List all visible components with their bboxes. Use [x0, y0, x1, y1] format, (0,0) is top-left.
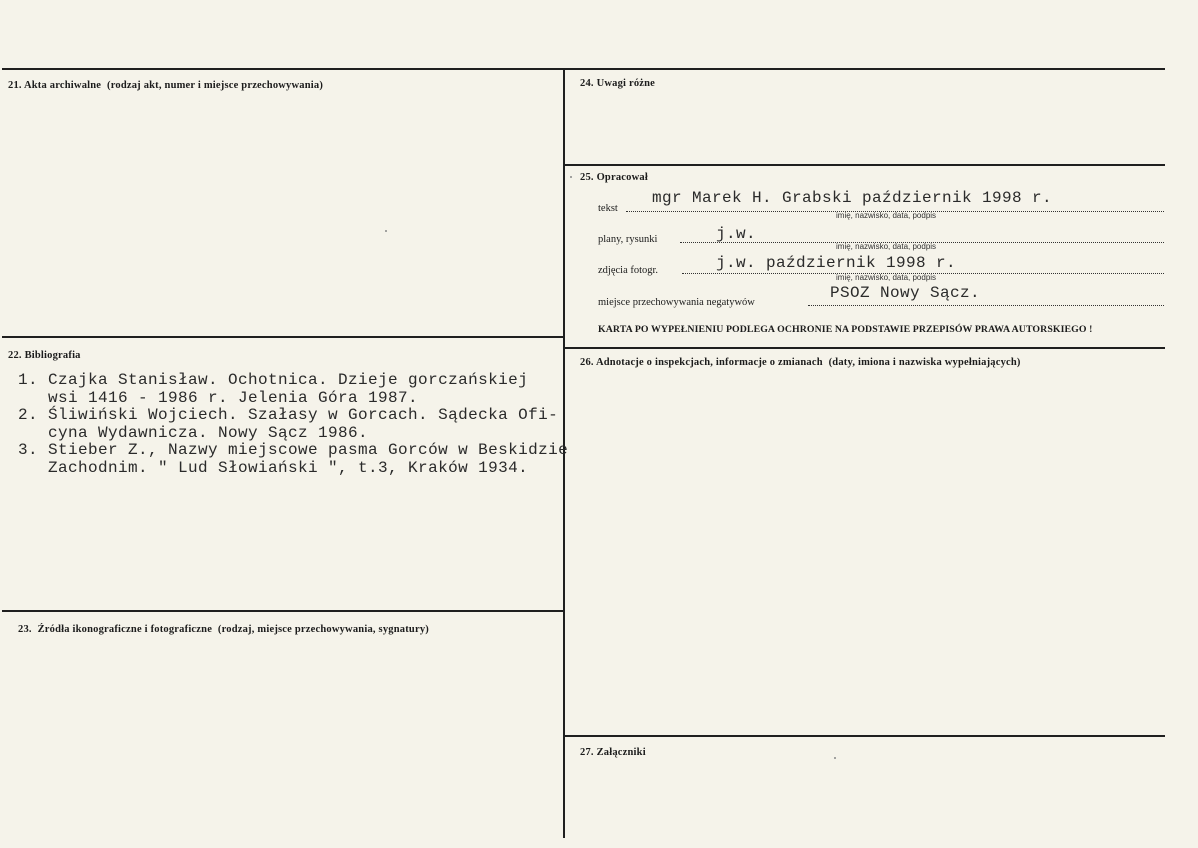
section-23-heading: [18, 624, 429, 635]
plany-label: plany, rysunki: [598, 234, 658, 245]
rule-22-23: [2, 610, 564, 612]
copyright-notice: KARTA PO WYPEŁNIENIU PODLEGA OCHRONIE NA PODSTAWIE PRZEPISÓW PRAWA AUTORSKIEGO !: [598, 324, 1093, 335]
section-22-number: 22.: [8, 350, 22, 361]
zdjecia-label: zdjęcia fotogr.: [598, 265, 659, 276]
rule-24-25: [564, 164, 1165, 166]
section-21-number: 21.: [8, 80, 22, 91]
section-25-title: Opracował: [596, 172, 648, 183]
top-rule: [2, 68, 1165, 70]
section-26-note: (daty, imiona i nazwiska wypełniających): [828, 357, 1021, 368]
section-25-heading: [580, 172, 648, 183]
section-26-heading: [580, 357, 1021, 368]
section-21-title: Akta archiwalne: [23, 80, 102, 91]
bibliography-list: [18, 372, 568, 477]
section-27-title: Załączniki: [596, 747, 646, 758]
tekst-label: tekst: [598, 203, 618, 214]
rule-25-26: [564, 347, 1165, 349]
section-26-number: 26.: [580, 357, 594, 368]
bibliography-line: 3. Stieber Z., Nazwy miejscowe pasma Gorców w Beskidzie: [18, 441, 569, 459]
section-24-heading: [580, 78, 655, 89]
paper-speck: [570, 176, 572, 178]
section-25-number: 25.: [580, 172, 594, 183]
section-23-title: Źródła ikonograficzne i fotograficzne: [37, 624, 213, 635]
bibliography-line: Zachodnim. " Lud Słowiański ", t.3, Kraków 1934.: [18, 458, 529, 477]
section-21-note: (rodzaj akt, numer i miejsce przechowywania): [107, 80, 324, 91]
tekst-value: mgr Marek H. Grabski październik 1998 r.: [652, 189, 1053, 207]
section-23-note: (rodzaj, miejsce przechowywania, sygnatury): [217, 624, 429, 635]
section-23-number: 23.: [18, 624, 32, 635]
zdjecia-value: j.w. październik 1998 r.: [716, 254, 957, 272]
section-21-heading: [8, 80, 323, 91]
zdjecia-hint: imię, nazwisko, data, podpis: [836, 273, 937, 282]
negatywy-dotted-line: [808, 305, 1164, 306]
negatywy-value: PSOZ Nowy Sącz.: [830, 284, 981, 302]
section-26-title: Adnotacje o inspekcjach, informacje o zmianach: [595, 357, 823, 368]
bibliography-line: 1. Czajka Stanisław. Ochotnica. Dzieje gorczańskiej: [18, 371, 529, 389]
bibliography-line: cyna Wydawnicza. Nowy Sącz 1986.: [18, 423, 369, 442]
paper-speck: [385, 230, 387, 232]
section-27-number: 27.: [580, 747, 594, 758]
bibliography-line: 2. Śliwiński Wojciech. Szałasy w Gorcach. Sądecka Ofi-: [18, 406, 559, 424]
plany-hint: imię, nazwisko, data, podpis: [836, 242, 937, 251]
rule-26-27: [564, 735, 1165, 737]
tekst-hint: imię, nazwisko, data, podpis: [836, 211, 937, 220]
paper-speck: [834, 757, 836, 759]
bibliography-line: wsi 1416 - 1986 r. Jelenia Góra 1987.: [18, 388, 419, 407]
plany-value: j.w.: [716, 225, 757, 243]
section-22-heading: [8, 350, 81, 361]
section-24-title: Uwagi różne: [596, 78, 656, 89]
negatywy-label: miejsce przechowywania negatywów: [598, 297, 755, 308]
section-24-number: 24.: [580, 78, 594, 89]
section-27-heading: [580, 747, 646, 758]
rule-21-22: [2, 336, 564, 338]
section-22-title: Bibliografia: [24, 350, 81, 361]
